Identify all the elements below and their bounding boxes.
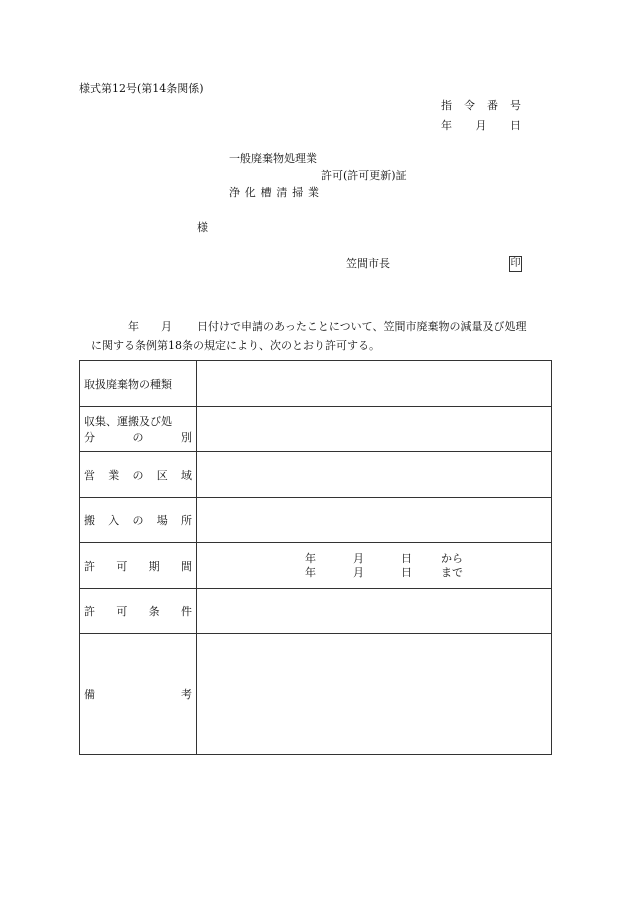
char: 場 <box>156 514 168 527</box>
char: 化 <box>244 186 256 199</box>
from-label: から <box>441 551 463 565</box>
cell-text: 取扱廃棄物の種類 <box>84 377 172 391</box>
permit-details-table <box>79 360 552 755</box>
permit-conditions-value[interactable] <box>197 589 552 634</box>
day-label: 日 <box>401 551 412 565</box>
issue-date-label <box>441 119 521 133</box>
char: 考 <box>181 688 192 701</box>
char: 可 <box>116 605 128 618</box>
char: 別 <box>181 431 192 444</box>
char: 番 <box>487 99 498 112</box>
char: の <box>132 468 144 482</box>
year-label: 年 <box>305 565 316 579</box>
addressee-suffix: 様 <box>197 221 208 234</box>
cell-text: 収集、運搬及び処 <box>84 415 172 428</box>
day-label: 日 <box>401 565 412 579</box>
year-label: 年 <box>441 119 452 132</box>
cell-text <box>84 603 192 619</box>
directive-number-label <box>441 99 521 113</box>
title-line-1: 一般廃棄物処理業 <box>229 152 317 165</box>
day-label: 日 <box>510 119 521 132</box>
waste-type-value[interactable] <box>197 361 552 407</box>
char: 間 <box>180 559 192 573</box>
table-row <box>80 498 552 543</box>
table-row <box>80 543 552 589</box>
waste-type-label <box>80 361 197 407</box>
cell-text <box>84 558 192 574</box>
char: 許 <box>84 605 95 618</box>
char: 備 <box>84 688 95 701</box>
cell-text <box>84 512 192 528</box>
business-area-label <box>80 452 197 498</box>
char: 可 <box>116 559 128 573</box>
permit-conditions-label <box>80 589 197 634</box>
delivery-location-value[interactable] <box>197 498 552 543</box>
body-year: 年 <box>128 320 139 333</box>
char: 清 <box>276 186 288 199</box>
seal-mark: 印 <box>509 256 522 272</box>
char: 分 <box>84 431 95 444</box>
cell-text <box>84 429 192 445</box>
table-row <box>80 361 552 407</box>
char: 業 <box>307 186 319 199</box>
char: 条 <box>148 605 160 618</box>
char: 域 <box>181 468 192 482</box>
char: 許 <box>84 559 95 573</box>
title-line-2: 許可(許可更新)証 <box>321 169 407 182</box>
permit-period-label <box>80 543 197 589</box>
period-to <box>305 566 551 580</box>
delivery-location-label <box>80 498 197 543</box>
collection-category-label <box>80 407 197 452</box>
month-label: 月 <box>475 119 487 132</box>
table-row <box>80 452 552 498</box>
remarks-label <box>80 634 197 755</box>
business-area-value[interactable] <box>197 452 552 498</box>
month-label: 月 <box>353 565 364 579</box>
to-label: まで <box>441 565 463 579</box>
char: 入 <box>108 514 120 527</box>
char: 指 <box>441 99 452 112</box>
char: の <box>132 514 144 527</box>
year-label: 年 <box>305 551 316 565</box>
char: 営 <box>84 468 95 482</box>
char: 掃 <box>292 186 304 199</box>
char: 搬 <box>84 514 95 527</box>
char: 令 <box>464 99 475 112</box>
remarks-value[interactable] <box>197 634 552 755</box>
cell-text <box>84 686 192 702</box>
char: の <box>132 431 144 444</box>
body-month: 月 <box>161 320 172 333</box>
permit-period-value[interactable] <box>197 543 552 589</box>
char: 槽 <box>260 186 272 199</box>
collection-category-value[interactable] <box>197 407 552 452</box>
table-row <box>80 407 552 452</box>
char: 所 <box>181 514 192 527</box>
cell-text <box>84 467 192 483</box>
char: 業 <box>108 468 120 482</box>
body-line-2: に関する条例第18条の規定により、次のとおり許可する。 <box>91 339 380 352</box>
body-line-1: 日付けで申請のあったことについて、笠間市廃棄物の減量及び処理 <box>197 320 527 333</box>
issuer-name: 笠間市長 <box>346 257 390 270</box>
char: 期 <box>148 559 160 573</box>
period-from <box>305 552 551 566</box>
char: 区 <box>156 468 168 482</box>
form-number: 様式第12号(第14条関係) <box>79 82 204 95</box>
title-line-3 <box>229 186 319 200</box>
month-label: 月 <box>353 551 364 565</box>
char: 号 <box>510 99 521 112</box>
table-row <box>80 634 552 755</box>
char: 件 <box>180 605 192 618</box>
table-row <box>80 589 552 634</box>
char: 浄 <box>229 186 240 199</box>
